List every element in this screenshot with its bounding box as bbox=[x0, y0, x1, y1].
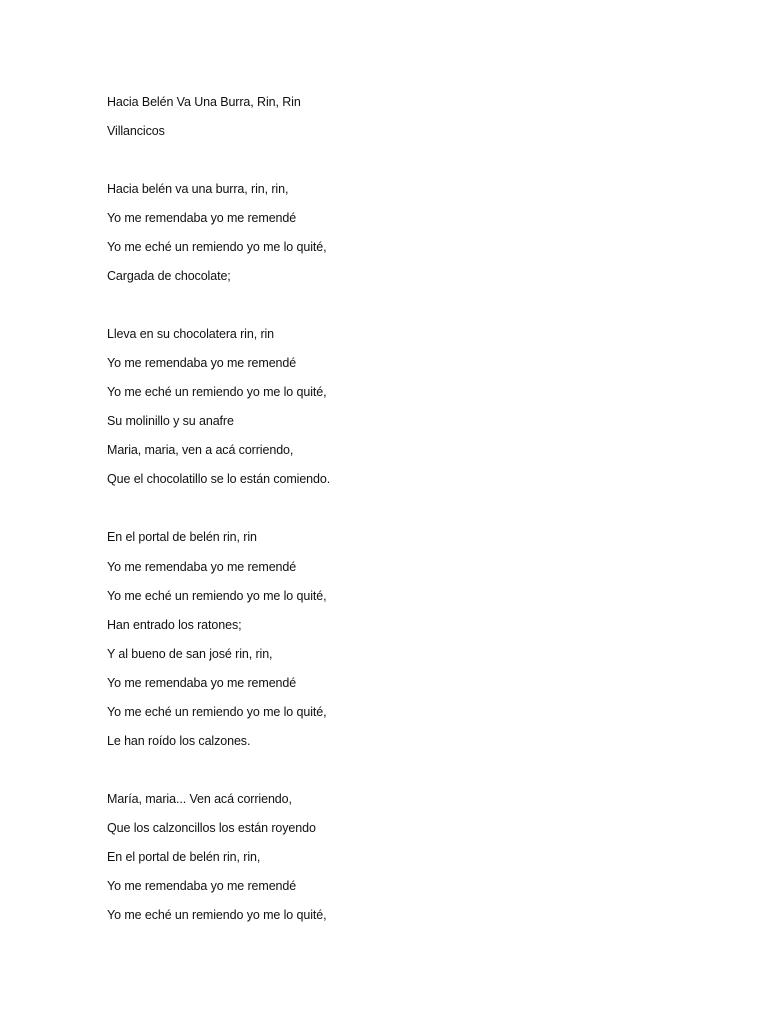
lyric-line: En el portal de belén rin, rin, bbox=[107, 850, 261, 864]
song-title: Hacia Belén Va Una Burra, Rin, Rin bbox=[107, 95, 301, 109]
lyric-line: Que los calzoncillos los están royendo bbox=[107, 821, 316, 835]
lyric-line: Yo me remendaba yo me remendé bbox=[107, 879, 297, 893]
song-category: Villancicos bbox=[107, 124, 165, 138]
lyric-line: Maria, maria, ven a acá corriendo, bbox=[107, 443, 294, 457]
lyric-line: Yo me eché un remiendo yo me lo quité, bbox=[107, 240, 327, 254]
lyric-line: Han entrado los ratones; bbox=[107, 618, 242, 632]
lyric-line: Que el chocolatillo se lo están comiendo. bbox=[107, 472, 331, 486]
lyric-line: Yo me remendaba yo me remendé bbox=[107, 356, 297, 370]
lyric-line: Yo me eché un remiendo yo me lo quité, bbox=[107, 589, 327, 603]
lyric-line: Cargada de chocolate; bbox=[107, 269, 231, 283]
lyric-line: Hacia belén va una burra, rin, rin, bbox=[107, 182, 289, 196]
lyric-line: María, maria... Ven acá corriendo, bbox=[107, 792, 292, 806]
lyric-line: Su molinillo y su anafre bbox=[107, 414, 234, 428]
lyric-line: Yo me eché un remiendo yo me lo quité, bbox=[107, 908, 327, 922]
lyric-line: Y al bueno de san josé rin, rin, bbox=[107, 647, 273, 661]
lyric-line: Yo me remendaba yo me remendé bbox=[107, 560, 297, 574]
lyric-line: Yo me remendaba yo me remendé bbox=[107, 676, 297, 690]
lyric-line: Le han roído los calzones. bbox=[107, 734, 251, 748]
lyric-line: Yo me remendaba yo me remendé bbox=[107, 211, 297, 225]
lyric-line: En el portal de belén rin, rin bbox=[107, 530, 257, 544]
lyric-line: Lleva en su chocolatera rin, rin bbox=[107, 327, 275, 341]
lyric-line: Yo me eché un remiendo yo me lo quité, bbox=[107, 705, 327, 719]
lyric-line: Yo me eché un remiendo yo me lo quité, bbox=[107, 385, 327, 399]
